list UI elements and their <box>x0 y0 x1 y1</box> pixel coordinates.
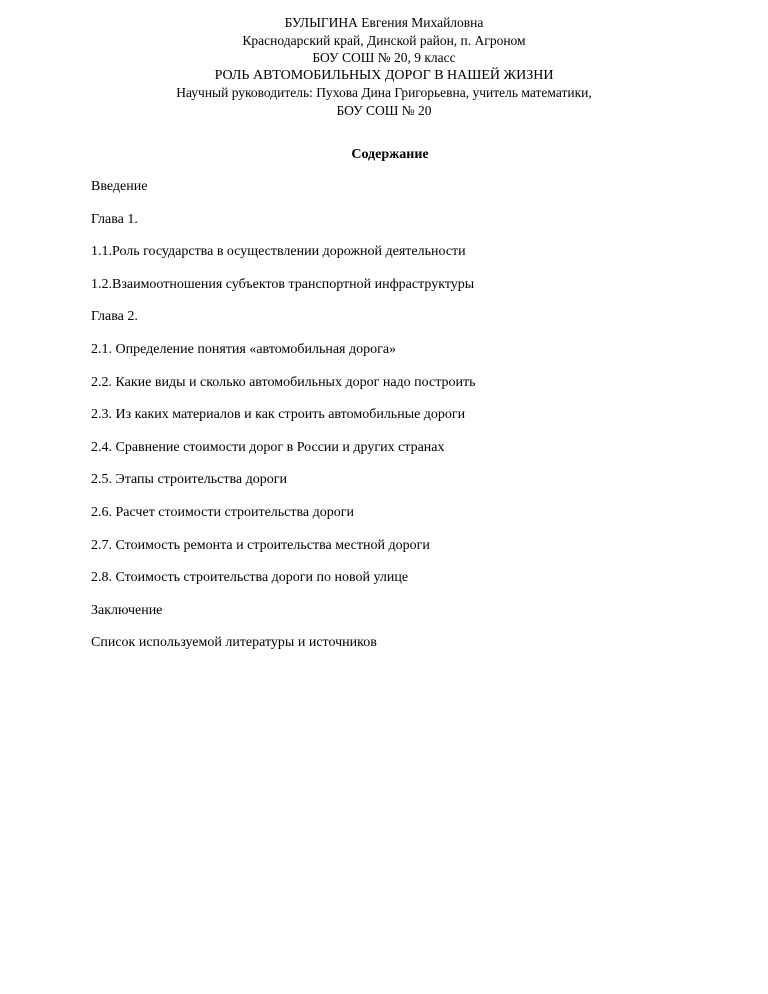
school-class: БОУ СОШ № 20, 9 класс <box>312 50 456 66</box>
toc-item: 1.1.Роль государства в осуществлении дорожной деятельности <box>91 244 466 260</box>
document-header <box>0 14 768 120</box>
table-of-contents <box>91 178 731 667</box>
toc-item: 2.6. Расчет стоимости строительства дороги <box>91 504 355 520</box>
author-location: Краснодарский край, Динской район, п. Агроном <box>242 32 526 48</box>
toc-item: 1.2.Взаимоотношения субъектов транспортной инфраструктуры <box>91 276 475 292</box>
author-name: БУЛЫГИНА Евгения Михайловна <box>284 15 484 30</box>
toc-item: 2.8. Стоимость строительства дороги по новой улице <box>91 570 409 586</box>
toc-item: Глава 2. <box>91 309 138 325</box>
toc-item: Введение <box>91 179 148 194</box>
toc-item: Заключение <box>91 602 163 618</box>
supervisor-line: Научный руководитель: Пухова Дина Григорьевна, учитель математики, <box>176 85 592 101</box>
toc-item: 2.5. Этапы строительства дороги <box>91 472 287 488</box>
document-title: РОЛЬ АВТОМОБИЛЬНЫХ ДОРОГ В НАШЕЙ ЖИЗНИ <box>214 67 554 83</box>
toc-item: 2.2. Какие виды и сколько автомобильных дорог надо построить <box>91 374 476 390</box>
supervisor-school: БОУ СОШ № 20 <box>336 102 432 118</box>
toc-item: Глава 1. <box>91 211 138 227</box>
toc-item: 2.1. Определение понятия «автомобильная дорога» <box>91 341 397 357</box>
toc-item: 2.3. Из каких материалов и как строить автомобильные дороги <box>91 407 466 423</box>
toc-item: Список используемой литературы и источников <box>91 635 377 651</box>
toc-item: 2.4. Сравнение стоимости дорог в России и других странах <box>91 439 445 455</box>
toc-item: 2.7. Стоимость ремонта и строительства местной дороги <box>91 537 430 553</box>
toc-heading: Содержание <box>351 147 429 162</box>
